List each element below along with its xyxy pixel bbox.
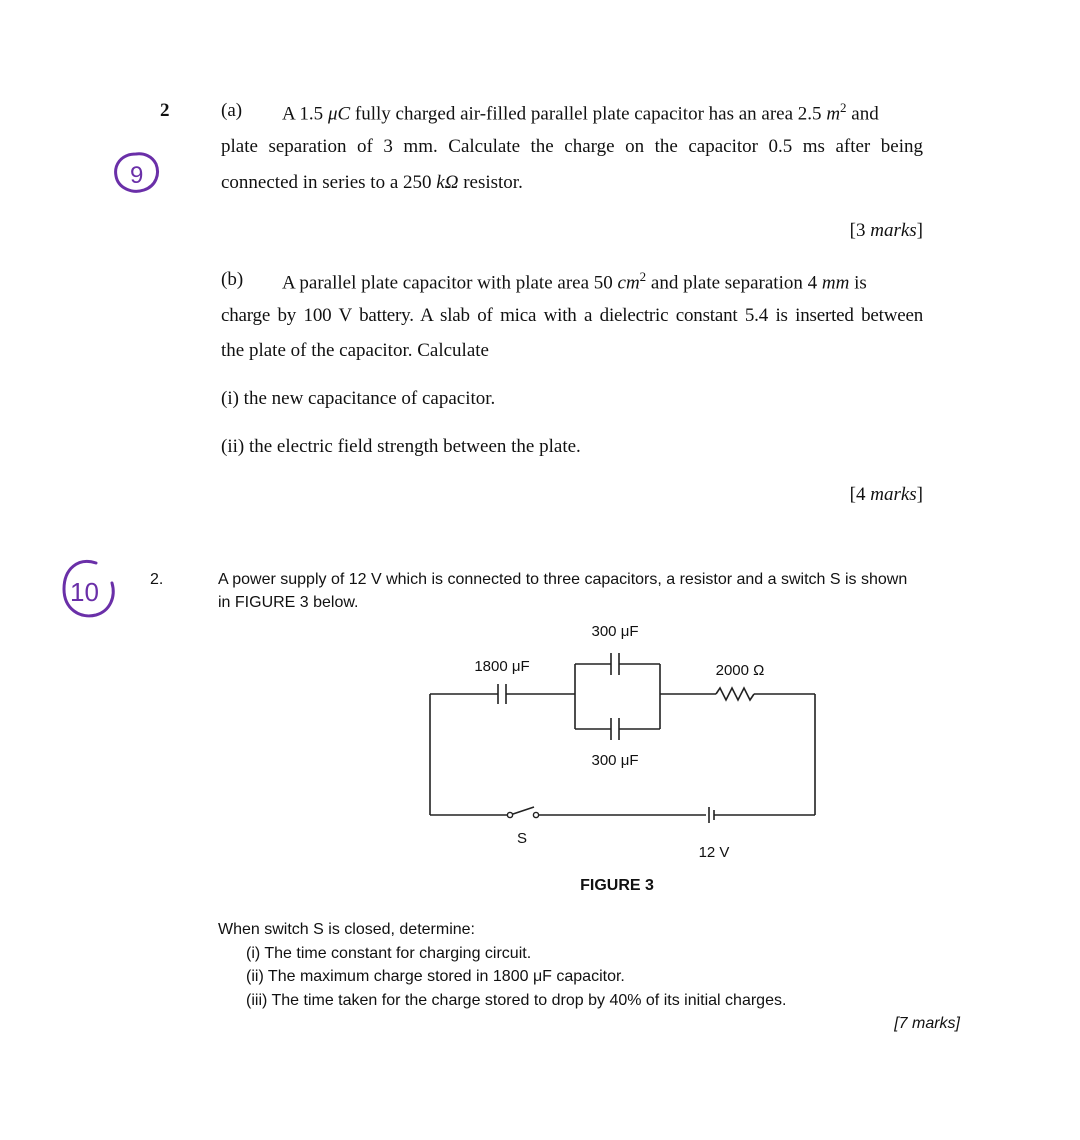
part-b-label: (b): [221, 269, 244, 290]
part-a-line3: connected in series to a 250 kΩ resistor.: [221, 172, 523, 193]
cap-bottom-label: 300 μF: [591, 752, 639, 769]
switch-contact-left: [507, 812, 512, 817]
handwritten-score-9: [110, 150, 166, 196]
item-iii: (iii) The time taken for the charge stored to drop by 40% of its initial charges.: [246, 992, 787, 1009]
resistor-label: 2000 Ω: [715, 662, 765, 679]
part-b-line1: A parallel plate capacitor with plate area 50 $cm^2$ and plate separation 4 mm is: [282, 269, 867, 294]
part-b-marks: [4 marks]: [849, 484, 923, 505]
handwritten-score-10: [56, 555, 120, 625]
part-a-line1: A 1.5 μC fully charged air-filled parallel plate capacitor has an area 2.5 $m^2$ and: [282, 100, 879, 125]
switch-contact-right: [533, 812, 538, 817]
cap-top-label: 300 μF: [591, 623, 639, 640]
part-b-item-ii: (ii) the electric field strength between the plate.: [221, 436, 581, 457]
circuit-diagram: [400, 615, 840, 905]
handwritten-9-text: 9: [130, 162, 144, 189]
resistor-zigzag: [716, 688, 754, 700]
part-2-marks: [7 marks]: [894, 1015, 960, 1032]
intro-line2: in FIGURE 3 below.: [218, 594, 359, 611]
question-number-2b: 2.: [150, 571, 164, 588]
switch-lever: [510, 807, 534, 815]
part-b-line3: the plate of the capacitor. Calculate: [221, 340, 489, 361]
battery-label: 12 V: [698, 844, 730, 861]
switch-label: S: [516, 830, 528, 847]
cap-left-label: 1800 μF: [474, 658, 530, 675]
item-ii: (ii) The maximum charge stored in 1800 μF capacitor.: [246, 968, 625, 985]
part-a-label: (a): [221, 100, 243, 121]
prompt: When switch S is closed, determine:: [218, 921, 475, 938]
figure-caption: FIGURE 3: [580, 877, 654, 894]
item-i: (i) The time constant for charging circuit.: [246, 945, 532, 962]
question-number: 2: [160, 100, 170, 121]
part-b-item-i: (i) the new capacitance of capacitor.: [221, 388, 496, 409]
part-a-line2: plate separation of 3 mm. Calculate the charge on the capacitor 0.5 ms after being: [221, 136, 923, 157]
part-b-line2: charge by 100 V battery. A slab of mica with a dielectric constant 5.4 is inserted between: [221, 305, 923, 326]
part-a-marks: [3 marks]: [849, 220, 923, 241]
handwritten-10-text: 10: [70, 577, 99, 607]
intro-line1: A power supply of 12 V which is connected to three capacitors, a resistor and a switch S is shown: [218, 571, 908, 588]
